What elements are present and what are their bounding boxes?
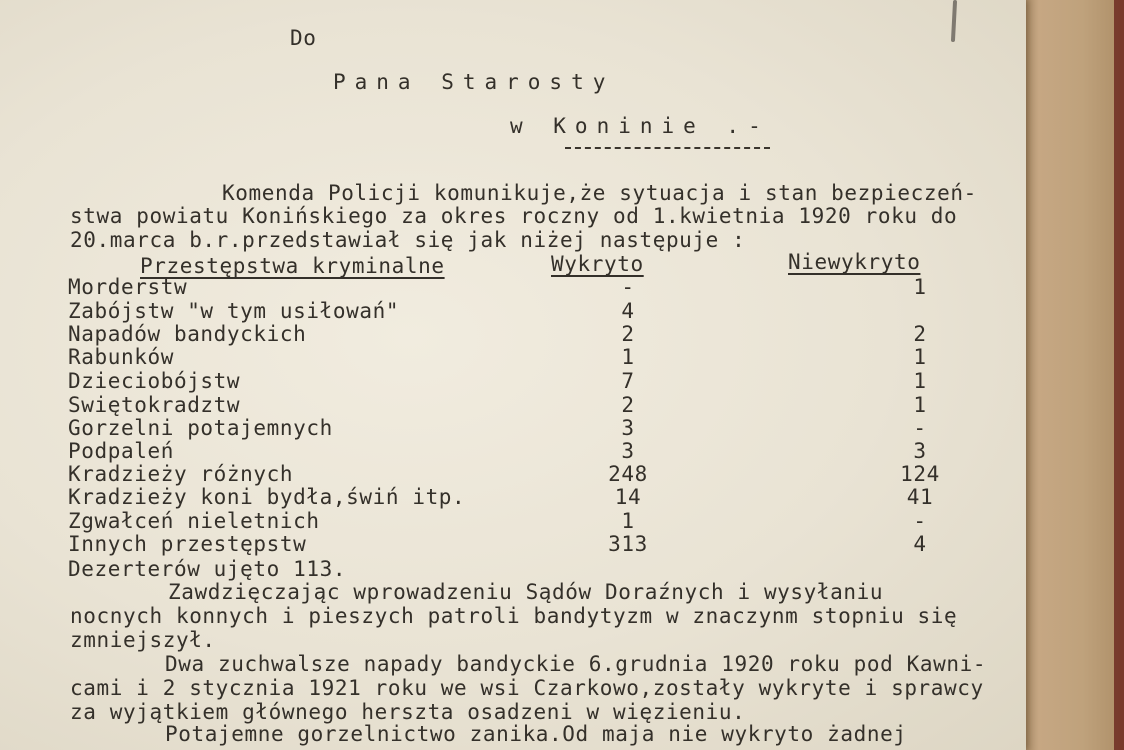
crime-name: Gorzelni potajemnych [68, 416, 333, 440]
crime-name: Zgwałceń nieletnich [68, 509, 320, 533]
salutation-do: Do [290, 26, 317, 50]
crime-name: Innych przestępstw [68, 532, 307, 556]
para1-line-2: nocnych konnych i pieszych patroli bandytyzm w znaczynm stopniu się [70, 604, 958, 628]
para3-line-1: Potajemne gorzelnictwo zanika.Od maja nie wykryto żadnej [165, 722, 907, 746]
dashed-underline [565, 147, 770, 149]
intro-line-1: Komenda Policji komunikuje,że sytuacja i stan bezpieczeń- [222, 181, 977, 205]
detected-count: 2 [621, 322, 635, 346]
header-crime: Przestępstwa kryminalne [140, 254, 445, 278]
header-detected: Wykryto [551, 252, 644, 276]
undetected-count: 1 [913, 345, 927, 369]
para2-line-2: cami i 2 stycznia 1921 roku we wsi Czarkowo,zostały wykryte i sprawcy [70, 676, 984, 700]
table-row [68, 416, 1008, 439]
undetected-count: 124 [900, 462, 940, 486]
table-row [68, 393, 1008, 416]
detected-count: 248 [608, 462, 648, 486]
para2-line-1: Dwa zuchwalsze napady bandyckie 6.grudnia 1920 roku pod Kawni- [165, 652, 987, 676]
intro-line-2: stwa powiatu Konińskiego za okres roczny od 1.kwietnia 1920 roku do [70, 204, 958, 228]
table-row [68, 532, 1008, 555]
undetected-count: 1 [913, 275, 927, 299]
crime-name: Zabójstw "w tym usiłowań" [68, 299, 400, 323]
red-binding-edge [1114, 0, 1124, 750]
table-row [68, 485, 1008, 508]
pen-mark [951, 0, 957, 42]
crime-name: Kradzieży różnych [68, 462, 294, 486]
detected-count: 14 [614, 485, 642, 509]
detected-count: 3 [621, 439, 635, 463]
table-row [68, 462, 1008, 485]
crime-name: Napadów bandyckich [68, 322, 307, 346]
detected-count: 313 [608, 532, 648, 556]
para2-line-3: za wyjątkiem głównego herszta osadzeni w więzieniu. [70, 700, 746, 724]
para1-line-3: zmniejszył. [70, 628, 216, 652]
undetected-count: - [913, 416, 927, 440]
undetected-count: - [913, 509, 927, 533]
detected-count: 1 [621, 509, 635, 533]
detected-count: - [621, 275, 635, 299]
undetected-count: 1 [913, 369, 927, 393]
table-row [68, 275, 1008, 298]
para1-line-1: Zawdzięczając wprowadzeniu Sądów Doraźnych i wysyłaniu [168, 580, 884, 604]
crime-name: Podpaleń [68, 439, 174, 463]
detected-count: 7 [621, 369, 635, 393]
undetected-count: 4 [913, 532, 927, 556]
detected-count: 3 [621, 416, 635, 440]
crime-name: Swiętokradztw [68, 393, 241, 417]
table-row [68, 439, 1008, 462]
crime-name: Kradzieży koni bydła,świń itp. [68, 485, 466, 509]
crime-name: Rabunków [68, 345, 174, 369]
table-row [68, 509, 1008, 532]
header-undetected: Niewykryto [788, 250, 921, 274]
undetected-count: 41 [906, 485, 934, 509]
addressee-location: w Koninie .- [510, 114, 770, 138]
undetected-count: 1 [913, 393, 927, 417]
addressee: Pana Starosty [333, 70, 615, 94]
crime-name: Dzieciobójstw [68, 369, 241, 393]
undetected-count: 2 [913, 322, 927, 346]
detected-count: 2 [621, 393, 635, 417]
deserters-line: Dezerterów ujęto 113. [68, 557, 347, 581]
table-row [68, 369, 1008, 392]
intro-line-3: 20.marca b.r.przedstawiał się jak niżej następuje : [70, 228, 746, 252]
undetected-count: 3 [913, 439, 927, 463]
table-row [68, 322, 1008, 345]
detected-count: 1 [621, 345, 635, 369]
cardboard-backing [1020, 0, 1124, 750]
table-row [68, 299, 1008, 322]
table-row [68, 345, 1008, 368]
detected-count: 4 [621, 299, 635, 323]
crime-name: Morderstw [68, 275, 188, 299]
